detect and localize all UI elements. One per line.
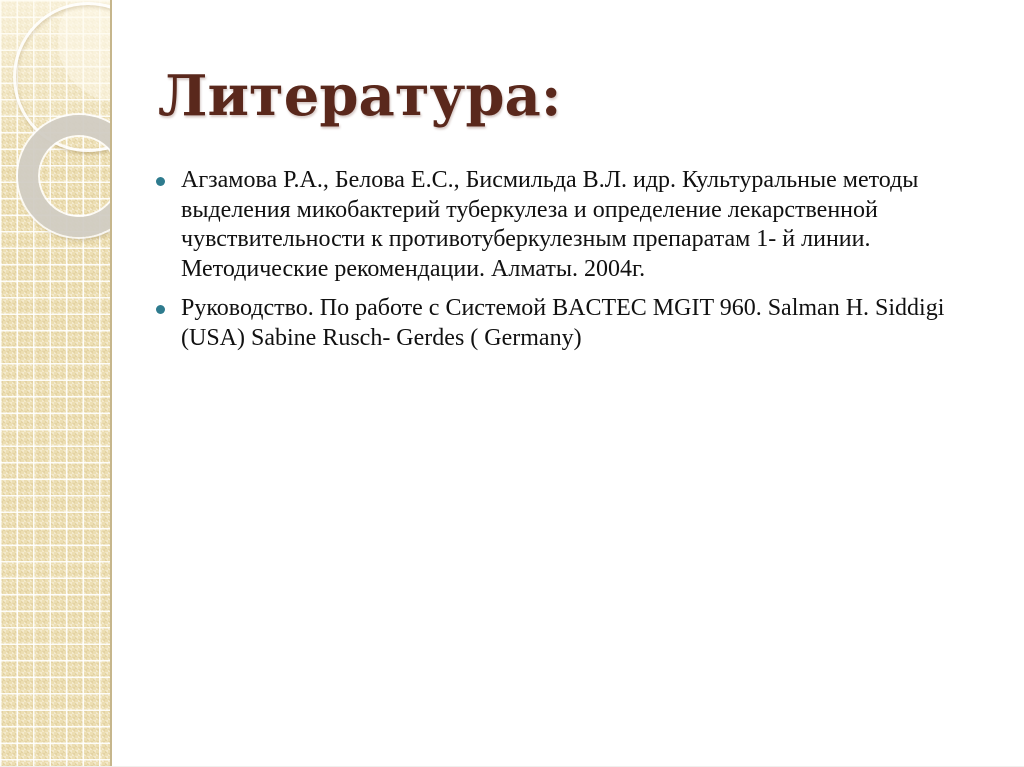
slide-title: Литература:: [158, 62, 562, 129]
bullet-icon: [156, 177, 165, 186]
decorative-sidebar: [0, 0, 112, 767]
bullet-icon: [156, 305, 165, 314]
reference-text: Руководство. По работе с Системой BACTEC MGIT 960. Salman H. Siddigi (USA) Sabine Rusch- Gerdes ( Germany): [181, 295, 957, 351]
list-item: [156, 166, 996, 284]
list-item: [156, 294, 996, 353]
reference-text: Агзамова Р.А., Белова Е.С., Бисмильда В.Л. идр. Культуральные методы выделения микобактерий туберкулеза и определение лекарственной чувствительности к противотуберкулезным препаратам 1- й линии. Методические рекомендации. Алматы. 2004г.: [181, 167, 925, 282]
reference-list: [156, 166, 996, 363]
